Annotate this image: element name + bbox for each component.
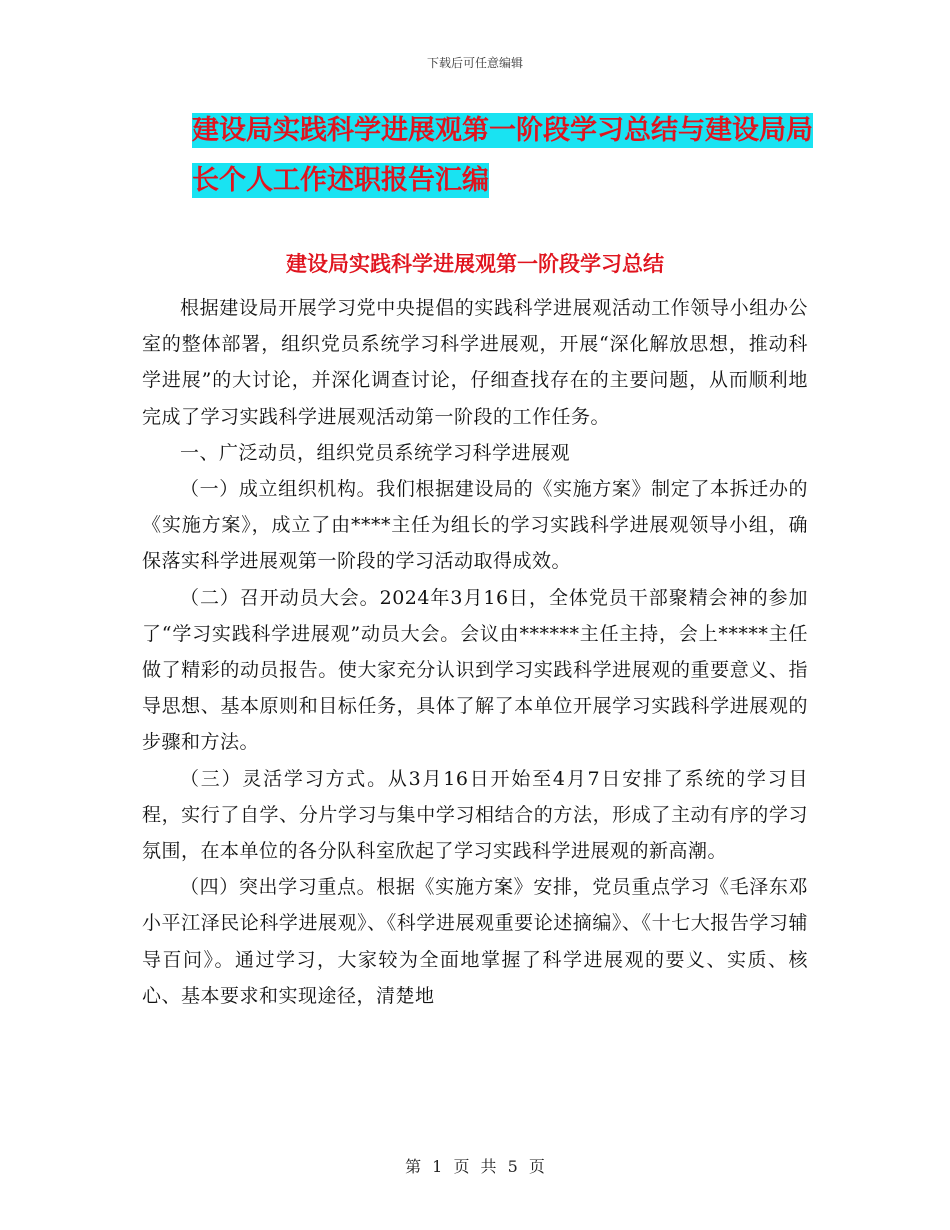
paragraph: （二）召开动员大会。2024年3月16日，全体党员干部聚精会神的参加了“学习实践科学进展观”动员大会。会议由******主任主持，会上*****主任做了精彩的动员报告。使大家充分认识到学习实践科学进展观的重要意义、指导思想、基本原则和目标任务，具体了解了本单位开展学习实践科学进展观的步骤和方法。 (142, 586, 808, 754)
paragraph: （三）灵活学习方式。从3月16日开始至4月7日安排了系统的学习目程，实行了自学、分片学习与集中学习相结合的方法，形成了主动有序的学习氛围，在本单位的各分队科室欣起了学习实践科学进展观的新高潮。 (142, 767, 808, 863)
main-title (140, 106, 820, 206)
heading-paragraph: 一、广泛动员，组织党员系统学习科学进展观 (180, 441, 571, 464)
paragraph: （四）突出学习重点。根据《实施方案》安排，党员重点学习《毛泽东邓小平江泽民论科学进展观》、《科学进展观重要论述摘编》、《十七大报告学习辅导百问》。通过学习，大家较为全面地掌握了科学进展观的要义、实质、核心、基本要求和实现途径，清楚地 (142, 876, 808, 1007)
header-note: 下载后可任意编辑 (426, 56, 523, 70)
document-body (142, 290, 808, 1014)
section-title: 建设局实践科学进展观第一阶段学习总结 (286, 252, 664, 276)
paragraph: （一）成立组织机构。我们根据建设局的《实施方案》制定了本拆迁办的《实施方案》，成立了由****主任为组长的学习实践科学进展观领导小组，确保落实科学进展观第一阶段的学习活动取得成效。 (142, 478, 808, 573)
main-title-line-2: 长个人工作述职报告汇编 (192, 165, 489, 196)
paragraph: 根据建设局开展学习党中央提倡的实践科学进展观活动工作领导小组办公室的整体部署，组织党员系统学习科学进展观，开展“深化解放思想，推动科学进展”的大讨论，并深化调查讨论，仔细查找存在的主要问题，从而顺利地完成了学习实践科学进展观活动第一阶段的工作任务。 (142, 297, 808, 428)
page-footer: 第 1 页 共 5 页 (405, 1157, 545, 1176)
main-title-line-1: 建设局实践科学进展观第一阶段学习总结与建设局局 (192, 115, 813, 146)
